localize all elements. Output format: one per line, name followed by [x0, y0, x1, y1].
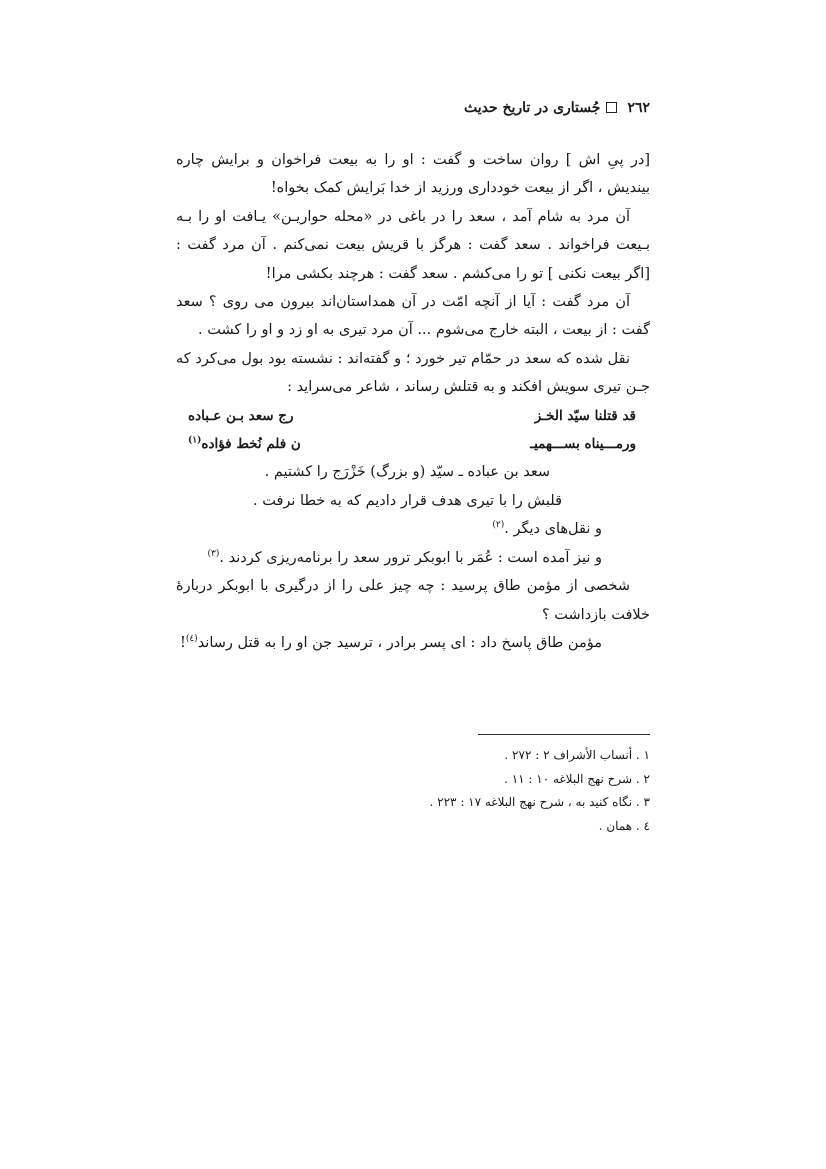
main-text	[176, 146, 650, 657]
poem-line	[176, 402, 650, 430]
poem-translation: سعد بن عباده ـ سیّد (و بزرگ) خَزْرَج را کشتیم .	[264, 464, 550, 481]
paragraph: نقل شده که سعد در حمّام تیر خورد ؛ و گفته‌اند : نشسته بود بول می‌کرد که جـن تیری سویش افکند و به قتلش رساند ، شاعر می‌سراید :	[176, 350, 650, 396]
footnote-ref: (٤)	[185, 634, 198, 645]
square-icon	[606, 102, 617, 113]
page-header	[176, 100, 650, 116]
poem-line	[176, 430, 650, 458]
paragraph: آن مرد گفت : آیا از آنچه امّت در آن همداستان‌اند بیرون می روی ؟ سعد گفت : از بیعت ، البته خارج می‌شوم ... آن مرد تیری به او زد و او را کشت .	[176, 294, 650, 339]
poem-hemistich: ورمـــيناه بســـهمیـ	[530, 436, 636, 453]
footnote: ١ . أنساب الأشراف ٢ : ٢٧٢ .	[504, 748, 650, 762]
paragraph: مؤمن طاق پاسخ داد : ای پسر برادر ، ترسید جن او را به قتل رساند$^{(٤)}$!	[179, 634, 602, 651]
footnote-ref: (١)	[188, 435, 202, 446]
book-title: جُستاری در تاریخ حدیث	[463, 100, 601, 116]
paragraph: [در پیِ اش ] روان ساخت و گفت : او را به بیعت فراخوان و برایش چاره بیندیش ، اگر از بیعت خودداری ورزید از خدا بَرایش کمک بخواه!	[176, 152, 650, 197]
page-number: ٢٦٢	[627, 100, 650, 116]
paragraph: آن مرد به شام آمد ، سعد را در باغی در «محله حواریـن» یـافت او را بـه بـیعت فراخواند . سعد گفت : هرگز با قریش بیعت نمی‌کنم . آن مرد گفت : [اگر بیعت نکنی ] تو را می‌کشم . سعد گفت : هرچند بکشی مرا!	[176, 208, 650, 282]
footnote-ref: (٢)	[492, 520, 505, 531]
paragraph: و نقل‌های دیگر .$^{(٢)}$	[492, 520, 602, 538]
footnote: ٣ . نگاه کنید به ، شرح نهج البلاغه ١٧ : ٢٢٣ .	[429, 795, 650, 809]
poem-hemistich: ن فلم نُخط فؤاده$^{(١)}$	[188, 435, 301, 453]
poem-hemistich: قد قتلنا سيّد الخـز	[534, 407, 636, 424]
poem-translation: قلبش را با تیری هدف قرار دادیم که به خطا نرفت .	[253, 492, 562, 509]
paragraph: و نیز آمده است : عُمَر با ابوبکر ترور سعد را برنامه‌ریزی کردند .$^{(٣)}$	[207, 548, 602, 566]
poem	[176, 402, 650, 459]
footnote: ٢ . شرح نهج البلاغه ١٠ : ١١ .	[504, 771, 650, 786]
footnotes	[176, 744, 650, 838]
paragraph: شخصی از مؤمن طاق پرسید : چه چیز علی را از درگیری با ابوبکر دربارهٔ خلافت بازداشت ؟	[176, 578, 650, 623]
poem-hemistich: رج سعد بـن عـباده	[188, 407, 294, 424]
footnote-divider	[478, 734, 650, 735]
footnote-ref: (٣)	[207, 548, 220, 559]
footnote: ٤ . همان .	[598, 818, 650, 833]
